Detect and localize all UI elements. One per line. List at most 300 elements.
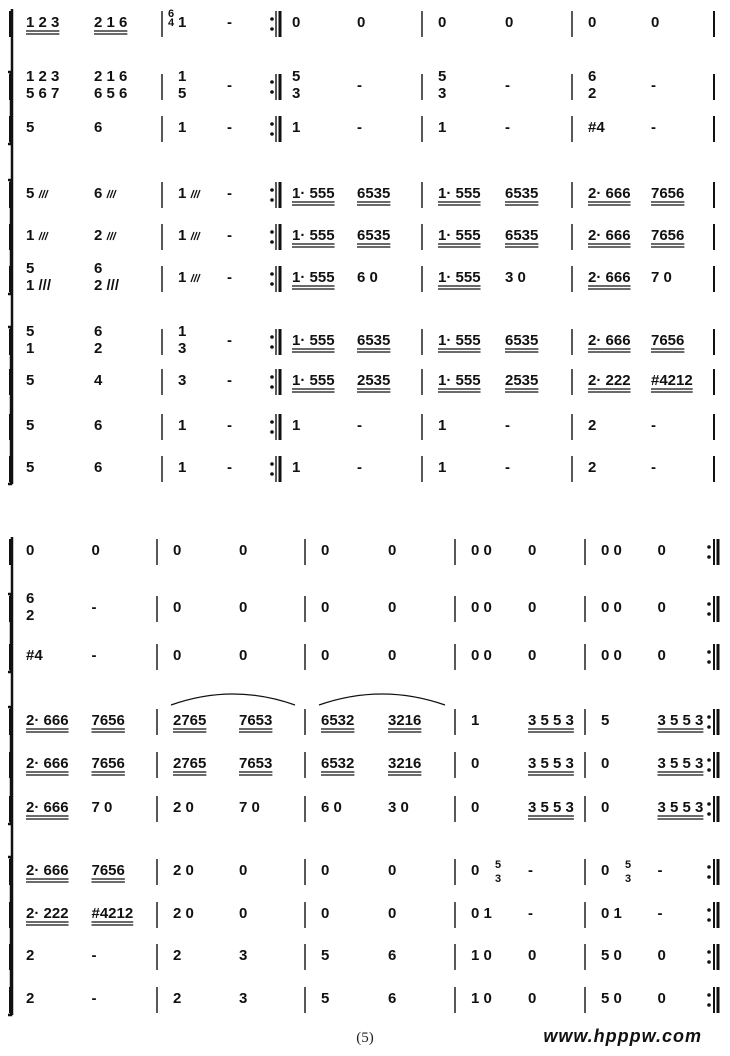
system-bracket <box>8 537 12 1015</box>
repeat-dot <box>707 960 711 964</box>
note-beat-2: - <box>505 119 510 136</box>
note-beat-2: 0 <box>239 905 248 922</box>
note-beat-1: 2· 666 <box>26 799 69 816</box>
note-beat-1: 6532 <box>321 712 355 729</box>
note-beat-2: 6535 <box>357 227 391 244</box>
note-beat-1: 0 <box>292 14 301 31</box>
note-beat-2: 6 <box>94 459 103 476</box>
note-beat-1: 1 <box>292 459 301 476</box>
note-beat-1: 0 <box>321 905 330 922</box>
note-beat-1: 5 <box>321 990 330 1007</box>
grace-note-lower: 4 <box>168 17 175 29</box>
note-beat-1: 3 <box>178 372 187 389</box>
tremolo-stroke <box>45 232 48 240</box>
repeat-dot <box>270 132 274 136</box>
note-beat-2: - <box>657 862 663 879</box>
tremolo-stroke <box>197 232 200 240</box>
note-beat-2: 7653 <box>239 712 273 729</box>
tremolo-stroke <box>113 190 116 198</box>
note-beat-2: 6 0 <box>357 269 378 286</box>
note-beat-1-lower: 2 <box>588 85 597 102</box>
note-beat-1: 1 <box>438 119 447 136</box>
note-beat-1: 5 <box>26 372 35 389</box>
note-beat-2: 0 <box>505 14 514 31</box>
repeat-dot <box>707 768 711 772</box>
repeat-dot <box>707 802 711 806</box>
note-beat-1-lower: 3 <box>438 85 447 102</box>
note-beat-1: 1· 555 <box>438 332 481 349</box>
repeat-dot <box>707 993 711 997</box>
note-beat-2: #4212 <box>91 905 134 922</box>
note-beat-2: 3 5 5 3 <box>528 755 574 772</box>
note-beat-1: #4 <box>26 647 43 664</box>
note-beat-2: 7656 <box>651 332 685 349</box>
tremolo-stroke <box>191 274 194 282</box>
tremolo-stroke <box>110 232 113 240</box>
note-beat-2: - <box>651 119 656 136</box>
repeat-dot <box>270 240 274 244</box>
note-beat-1-lower: 2 <box>26 607 35 624</box>
note-beat-1: 2· 666 <box>26 755 69 772</box>
note-beat-2: 6535 <box>505 332 539 349</box>
note-beat-2: 0 <box>657 947 666 964</box>
repeat-dot <box>270 472 274 476</box>
note-beat-2: 3216 <box>388 755 422 772</box>
note-beat-2: - <box>528 905 533 922</box>
note-beat-1: 5 <box>26 417 35 434</box>
note-beat-1: 0 <box>321 647 330 664</box>
slur <box>319 694 445 705</box>
note-beat-1: 1 <box>26 227 35 244</box>
note-beat-1: 6 0 <box>321 799 342 816</box>
note-beat-1: 1· 555 <box>292 372 335 389</box>
note-beat-2: 6535 <box>505 185 539 202</box>
note-beat-2: 6 <box>94 119 103 136</box>
note-beat-1-upper: 5 <box>625 859 632 871</box>
repeat-dot <box>707 715 711 719</box>
note-beat-1-upper: 6 <box>588 68 597 85</box>
note-beat-2: 3 5 5 3 <box>528 712 574 729</box>
note-beat-1: 0 <box>321 599 330 616</box>
note-beat-2: 6535 <box>357 185 391 202</box>
note-beat-1-upper: 6 <box>26 590 35 607</box>
repeat-dot <box>270 272 274 276</box>
staff-row <box>10 752 718 778</box>
note-beat-2: 6 <box>388 990 397 1007</box>
staff-row <box>10 369 714 395</box>
staff-row <box>10 902 718 928</box>
staff-row <box>10 116 714 142</box>
note-beat-2: - <box>657 905 663 922</box>
repeat-dot <box>270 345 274 349</box>
note-beat-1: 1 <box>438 459 447 476</box>
tremolo-stroke <box>191 232 194 240</box>
note-beat-2: - <box>227 77 232 94</box>
repeat-dot <box>707 812 711 816</box>
note-beat-2: - <box>505 77 510 94</box>
note-beat-1-lower: 3 <box>292 85 301 102</box>
note-beat-1: 0 <box>26 542 35 559</box>
staff-row <box>10 944 718 970</box>
note-beat-1: 0 <box>471 799 480 816</box>
note-beat-2: 7 0 <box>239 799 260 816</box>
note-beat-1-upper: 5 <box>26 323 35 340</box>
note-beat-1: 5 <box>601 712 610 729</box>
note-beat-2: 0 <box>657 990 666 1007</box>
note-beat-2: #4212 <box>651 372 693 389</box>
note-beat-1: #4 <box>588 119 605 136</box>
note-beat-1: 0 0 <box>601 542 622 559</box>
repeat-dot <box>707 612 711 616</box>
note-beat-1: 0 0 <box>471 647 492 664</box>
note-beat-2: - <box>528 862 533 879</box>
note-beat-2: 2535 <box>505 372 539 389</box>
repeat-dot <box>707 725 711 729</box>
note-beat-2: 7656 <box>651 227 685 244</box>
tremolo-stroke <box>42 190 45 198</box>
repeat-dot <box>707 555 711 559</box>
note-beat-1: 1 <box>178 185 187 202</box>
note-beat-2-lower: 2 /// <box>94 277 120 294</box>
note-beat-1: 1· 555 <box>438 269 481 286</box>
note-beat-2: 0 <box>388 862 397 879</box>
note-beat-2: 0 <box>528 542 537 559</box>
note-beat-2: - <box>227 417 232 434</box>
note-beat-1: 2· 666 <box>26 862 69 879</box>
note-beat-2: - <box>357 119 362 136</box>
note-beat-1: 0 0 <box>471 599 492 616</box>
note-beat-2: - <box>227 185 232 202</box>
repeat-dot <box>270 80 274 84</box>
note-beat-1: 1· 555 <box>292 227 335 244</box>
note-beat-1: 1· 555 <box>292 185 335 202</box>
note-beat-1: 2765 <box>173 712 207 729</box>
note-beat-1: 2 0 <box>173 862 194 879</box>
repeat-dot <box>707 650 711 654</box>
note-beat-1: 1 <box>178 417 187 434</box>
note-beat-2: 4 <box>94 372 103 389</box>
repeat-dot <box>270 17 274 21</box>
note-beat-1: 2 <box>173 947 182 964</box>
note-beat-1: 5 <box>26 459 35 476</box>
tremolo-stroke <box>191 190 194 198</box>
staff-row <box>10 590 718 624</box>
staff-row <box>10 224 714 250</box>
note-beat-1-lower: 3 <box>495 873 502 885</box>
note-beat-2: - <box>227 14 232 31</box>
note-beat-1: 1 <box>292 119 301 136</box>
note-beat-2: - <box>227 119 232 136</box>
note-beat-1-lower: 1 <box>26 340 35 357</box>
repeat-dot <box>707 602 711 606</box>
note-beat-2: - <box>227 459 232 476</box>
note-beat-2: 0 <box>651 14 660 31</box>
repeat-dot <box>707 545 711 549</box>
note-beat-2-lower: 6 5 6 <box>94 85 128 102</box>
tremolo-stroke <box>107 190 110 198</box>
note-beat-2: - <box>227 227 232 244</box>
note-beat-2: 6 <box>388 947 397 964</box>
score-system-2 <box>8 537 718 1015</box>
note-beat-1-lower: 3 <box>625 873 632 885</box>
note-beat-2: 3 5 5 3 <box>657 712 704 729</box>
tremolo-stroke <box>194 190 197 198</box>
repeat-dot <box>270 420 274 424</box>
note-beat-2: 3 <box>239 990 248 1007</box>
note-beat-1: 1· 555 <box>292 332 335 349</box>
note-beat-2: 0 <box>239 862 248 879</box>
note-beat-2: 0 <box>657 599 666 616</box>
staff-row <box>10 456 714 482</box>
note-beat-1: 1 <box>178 119 187 136</box>
repeat-dot <box>707 875 711 879</box>
note-beat-2: - <box>651 417 656 434</box>
note-beat-2: 2 1 6 <box>94 14 128 31</box>
note-beat-1: 0 <box>588 14 597 31</box>
staff-row <box>10 323 714 357</box>
note-beat-1: 5 <box>321 947 330 964</box>
note-beat-2: - <box>357 77 362 94</box>
repeat-dot <box>270 462 274 466</box>
note-beat-1: 1 <box>438 417 447 434</box>
note-beat-1-lower: 1 /// <box>26 277 52 294</box>
note-beat-2: 0 <box>388 905 397 922</box>
repeat-dot <box>707 918 711 922</box>
note-beat-1-upper: 5 <box>438 68 447 85</box>
note-beat-1: 2 0 <box>173 799 194 816</box>
note-beat-2-lower: 2 <box>94 340 103 357</box>
note-beat-2: 6 <box>94 417 103 434</box>
repeat-dot <box>270 27 274 31</box>
repeat-dot <box>707 865 711 869</box>
note-beat-1-upper: 5 <box>495 859 502 871</box>
repeat-dot <box>270 282 274 286</box>
note-beat-1: 0 <box>601 862 610 879</box>
staff-row <box>10 644 718 670</box>
note-beat-2: - <box>651 77 656 94</box>
note-beat-2: - <box>505 417 510 434</box>
note-beat-1: 0 <box>471 755 480 772</box>
tremolo-stroke <box>194 274 197 282</box>
note-beat-2: - <box>651 459 656 476</box>
note-beat-2: 0 <box>388 542 397 559</box>
note-beat-1: 1 0 <box>471 990 492 1007</box>
note-beat-1-upper: 5 <box>26 260 35 277</box>
note-beat-1: 0 0 <box>601 599 622 616</box>
page-number: (5) <box>356 1030 374 1046</box>
note-beat-1: 2· 666 <box>588 185 631 202</box>
note-beat-1: 2 0 <box>173 905 194 922</box>
note-beat-1: 1 0 <box>471 947 492 964</box>
tremolo-stroke <box>107 232 110 240</box>
note-beat-1: 5 <box>26 185 35 202</box>
note-beat-2: 7656 <box>91 862 125 879</box>
note-beat-2: - <box>505 459 510 476</box>
note-beat-2: 0 <box>528 990 537 1007</box>
note-beat-2: 3 5 5 3 <box>657 755 704 772</box>
note-beat-2: - <box>357 417 362 434</box>
note-beat-1: 5 <box>26 119 35 136</box>
note-beat-1: 2· 666 <box>588 227 631 244</box>
note-beat-2: 2 <box>94 227 103 244</box>
note-beat-1: 1 <box>178 227 187 244</box>
repeat-dot <box>270 385 274 389</box>
repeat-dot <box>270 90 274 94</box>
note-beat-1: 1 <box>292 417 301 434</box>
repeat-dot <box>270 188 274 192</box>
staff-row <box>10 414 714 440</box>
slur <box>171 694 295 705</box>
note-beat-1: 1 <box>178 459 187 476</box>
staff-row <box>10 260 714 294</box>
note-beat-2: 0 <box>357 14 366 31</box>
tremolo-stroke <box>194 232 197 240</box>
note-beat-1: 2· 222 <box>26 905 69 922</box>
repeat-dot <box>707 950 711 954</box>
note-beat-2: 0 <box>388 647 397 664</box>
note-beat-2: 0 <box>528 947 537 964</box>
note-beat-2: 7 0 <box>91 799 113 816</box>
note-beat-1-lower: 3 <box>178 340 187 357</box>
note-beat-2: 0 <box>239 647 248 664</box>
repeat-dot <box>270 430 274 434</box>
note-beat-1: 0 <box>471 862 480 879</box>
note-beat-1: 2765 <box>173 755 207 772</box>
system-bracket <box>8 9 12 484</box>
note-beat-2: - <box>91 947 97 964</box>
note-beat-2: - <box>91 599 97 616</box>
note-beat-2: 7656 <box>91 755 125 772</box>
staff-row <box>10 709 718 735</box>
note-beat-2: 6535 <box>357 332 391 349</box>
tremolo-stroke <box>197 190 200 198</box>
note-beat-1-lower: 5 6 7 <box>26 85 60 102</box>
note-beat-1: 1· 555 <box>438 227 481 244</box>
tremolo-stroke <box>45 190 48 198</box>
note-beat-2: 6 <box>94 185 103 202</box>
tremolo-stroke <box>113 232 116 240</box>
note-beat-2: 7653 <box>239 755 273 772</box>
staff-row <box>10 68 714 102</box>
note-beat-1: 0 0 <box>601 647 622 664</box>
note-beat-2: - <box>91 647 97 664</box>
note-beat-1: 1 2 3 <box>26 14 60 31</box>
note-beat-2-upper: 6 <box>94 260 103 277</box>
watermark: www.hpppw.com <box>543 1026 702 1046</box>
note-beat-2: 7656 <box>91 712 125 729</box>
repeat-dot <box>270 230 274 234</box>
note-beat-1-upper: 1 <box>178 323 187 340</box>
note-beat-2: 3 <box>239 947 248 964</box>
note-beat-1: 0 <box>173 647 182 664</box>
tremolo-stroke <box>39 232 42 240</box>
note-beat-2-upper: 6 <box>94 323 103 340</box>
note-beat-2: 3 0 <box>505 269 526 286</box>
staff-row <box>10 987 718 1013</box>
note-beat-2: - <box>227 332 232 349</box>
staff-row <box>10 796 718 822</box>
note-beat-2: 6535 <box>505 227 539 244</box>
note-beat-1-upper: 1 2 3 <box>26 68 60 85</box>
note-beat-2: 0 <box>528 599 537 616</box>
note-beat-2: - <box>227 269 232 286</box>
note-beat-1: 0 1 <box>471 905 492 922</box>
note-beat-1: 5 0 <box>601 990 622 1007</box>
note-beat-1: 0 <box>173 542 182 559</box>
staff-row <box>10 8 714 37</box>
grace-note-upper: 6 <box>168 8 175 20</box>
note-beat-1: 6532 <box>321 755 355 772</box>
repeat-dot <box>270 198 274 202</box>
repeat-dot <box>270 122 274 126</box>
note-beat-1-lower: 5 <box>178 85 187 102</box>
note-beat-1-upper: 5 <box>292 68 301 85</box>
tremolo-stroke <box>42 232 45 240</box>
note-beat-2: 3 5 5 3 <box>657 799 704 816</box>
note-beat-1: 1· 555 <box>292 269 335 286</box>
repeat-dot <box>707 1003 711 1007</box>
note-beat-1: 2· 666 <box>26 712 69 729</box>
note-beat-2: 0 <box>91 542 100 559</box>
repeat-dot <box>270 375 274 379</box>
note-beat-1: 1· 555 <box>438 185 481 202</box>
note-beat-1: 1 <box>178 14 187 31</box>
note-beat-2: 0 <box>388 599 397 616</box>
note-beat-1: 1· 555 <box>438 372 481 389</box>
note-beat-1: 1 <box>178 269 187 286</box>
repeat-dot <box>707 660 711 664</box>
note-beat-2-upper: 2 1 6 <box>94 68 128 85</box>
note-beat-1: 2· 222 <box>588 372 631 389</box>
note-beat-2: 3 0 <box>388 799 409 816</box>
note-beat-1: 2 <box>588 417 597 434</box>
note-beat-2: 0 <box>528 647 537 664</box>
tremolo-stroke <box>110 190 113 198</box>
note-beat-1: 2· 666 <box>588 269 631 286</box>
repeat-dot <box>270 335 274 339</box>
note-beat-1: 0 <box>321 542 330 559</box>
note-beat-2: - <box>227 372 232 389</box>
note-beat-1: 1 <box>471 712 480 729</box>
tremolo-stroke <box>197 274 200 282</box>
note-beat-1: 0 0 <box>471 542 492 559</box>
note-beat-1: 0 <box>438 14 447 31</box>
staff-row <box>10 182 714 208</box>
note-beat-2: 7 0 <box>651 269 672 286</box>
note-beat-2: 2535 <box>357 372 391 389</box>
note-beat-1: 0 1 <box>601 905 622 922</box>
note-beat-1: 2· 666 <box>588 332 631 349</box>
note-beat-2: 3 5 5 3 <box>528 799 574 816</box>
note-beat-2: - <box>91 990 97 1007</box>
note-beat-1: 0 <box>321 862 330 879</box>
repeat-dot <box>707 758 711 762</box>
note-beat-1: 0 <box>601 755 610 772</box>
note-beat-1: 2 <box>173 990 182 1007</box>
note-beat-2: 0 <box>657 647 666 664</box>
note-beat-2: 0 <box>239 599 248 616</box>
note-beat-1: 0 <box>173 599 182 616</box>
note-beat-2: 0 <box>657 542 666 559</box>
tremolo-stroke <box>39 190 42 198</box>
note-beat-2: 7656 <box>651 185 685 202</box>
note-beat-1: 2 <box>588 459 597 476</box>
staff-row <box>10 859 718 885</box>
note-beat-1: 5 0 <box>601 947 622 964</box>
note-beat-2: 0 <box>239 542 248 559</box>
staff-row <box>10 539 718 565</box>
note-beat-1: 2 <box>26 990 35 1007</box>
